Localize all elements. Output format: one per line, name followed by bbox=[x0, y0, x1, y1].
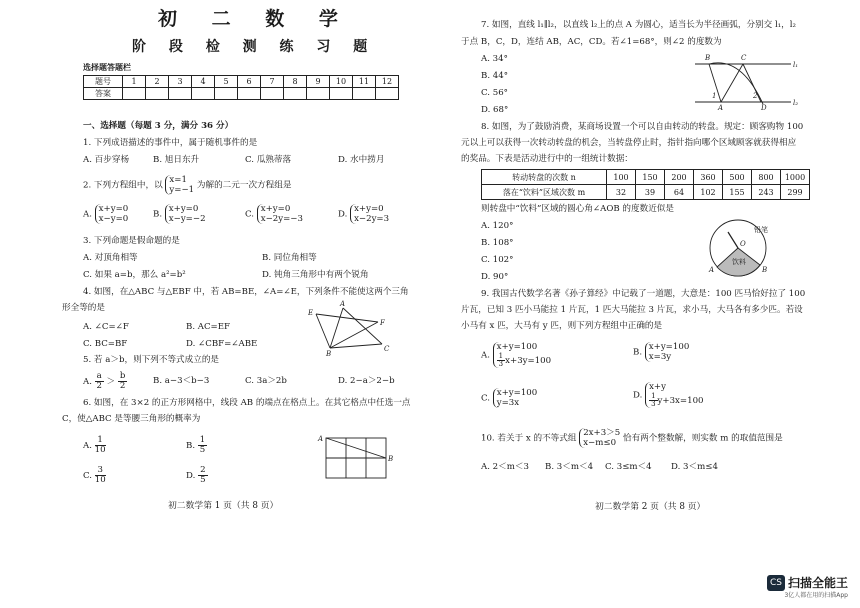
q7-option-b: B. 44° bbox=[481, 71, 509, 81]
answer-table-number: 8 bbox=[284, 76, 307, 88]
q8-stem-cont: 元以上可以获得一次转动转盘的机会，当转盘停止时，指针指向哪个区域顾客就获得相应 bbox=[461, 138, 797, 148]
q6c-num: 3 bbox=[95, 466, 106, 476]
q2a-eq: x−y=0 bbox=[98, 214, 129, 224]
q8-option-a: A. 120° bbox=[481, 221, 514, 231]
q1-option-a: A. 百步穿杨 bbox=[83, 155, 130, 165]
fig-label-b: B bbox=[326, 350, 332, 358]
q1-stem: 1. 下列成语描述的事件中，属于随机事件的是 bbox=[83, 138, 258, 148]
answer-table-caption: 选择题答题栏 bbox=[83, 62, 131, 72]
fig-label-d: D bbox=[761, 104, 767, 112]
fig-label-angle1: 1 bbox=[712, 92, 717, 100]
q9-option-c: C. x+y=100 y=3x bbox=[481, 388, 538, 408]
q3-option-c: C. 如果 a=b，那么 a²=b² bbox=[83, 270, 186, 280]
q3-stem: 3. 下列命题是假命题的是 bbox=[83, 236, 180, 246]
fig-label-b: B bbox=[388, 455, 394, 463]
q6a-den: 10 bbox=[94, 445, 106, 455]
fig-label-drink: 饮料 bbox=[732, 258, 746, 266]
q8-row-label: 落在“饮料”区域次数 m bbox=[482, 185, 607, 200]
q8-cell: 155 bbox=[723, 185, 752, 200]
q8-stem-cont: 则转盘中“饮料”区域的圆心角∠AOB 的度数近似是 bbox=[481, 204, 674, 214]
fig-label-f: F bbox=[380, 319, 385, 327]
q9c-eq: x+y=100 bbox=[496, 388, 538, 398]
q4-stem-cont: 形全等的是 bbox=[62, 303, 105, 313]
q2-option-a: A. x+y=0 x−y=0 bbox=[83, 204, 129, 224]
q6b-den: 5 bbox=[199, 445, 206, 455]
q6a-num: 1 bbox=[95, 436, 106, 446]
answer-cell[interactable] bbox=[238, 88, 261, 100]
q4-option-d: D. ∠CBF=∠ABE bbox=[186, 339, 258, 349]
q6-grid-figure bbox=[316, 432, 396, 480]
q5-option-d: D. 2−a＞2−b bbox=[338, 376, 395, 386]
q10-ineq: x−m≤0 bbox=[583, 438, 617, 448]
fig-label-b: B bbox=[705, 54, 711, 62]
q2-stem-start: 2. 下列方程组中，以 bbox=[83, 180, 163, 191]
q8-cell: 1000 bbox=[781, 170, 810, 185]
q2-cond: y=−1 bbox=[169, 185, 195, 195]
q10-option-c: C. 3≤m＜4 bbox=[605, 462, 652, 472]
q9b-eq: x+y=100 bbox=[648, 342, 690, 352]
answer-cell[interactable] bbox=[330, 88, 353, 100]
section-heading: 一、选择题（每题 3 分，满分 36 分） bbox=[83, 121, 234, 131]
q9a-eq: x+y=100 bbox=[496, 342, 538, 352]
q2-cond: x=1 bbox=[169, 175, 187, 185]
q8-row-label: 转动转盘的次数 n bbox=[482, 170, 607, 185]
q9-stem-cont: 片瓦，已知 3 匹小马能拉 1 片瓦，1 匹大马能拉 3 片瓦，求小马，大马各有多少匹。若设 bbox=[461, 305, 803, 315]
q2d-eq: x−2y=3 bbox=[354, 214, 390, 224]
q9d-frac-num: 1 bbox=[651, 392, 656, 400]
q6-option-d: D. $\frac{2}{5}$ bbox=[186, 465, 206, 485]
q2-solution bbox=[165, 175, 194, 195]
q5-option-c: C. 3a＞2b bbox=[245, 376, 287, 386]
q5a-num: a bbox=[96, 371, 102, 381]
q10-stem bbox=[481, 428, 783, 448]
q9-stem-cont: 小马有 x 匹，大马有 y 匹，则下列方程组中正确的是 bbox=[461, 321, 663, 331]
fig-label-a: A bbox=[340, 300, 346, 308]
q2b-eq: x−y=−2 bbox=[168, 214, 206, 224]
cs-logo-icon: CS bbox=[767, 575, 785, 591]
answer-table-number: 9 bbox=[307, 76, 330, 88]
answer-table-number: 6 bbox=[238, 76, 261, 88]
q6-option-c: C. $\frac{3}{10}$ bbox=[83, 465, 106, 485]
answer-table-number: 11 bbox=[353, 76, 376, 88]
q2b-eq: x+y=0 bbox=[168, 204, 199, 214]
q8-cell: 800 bbox=[752, 170, 781, 185]
page-title: 初 二 数 学 bbox=[158, 8, 352, 30]
q5-option-b: B. a−3＜b−3 bbox=[153, 376, 210, 386]
q2c-eq: x+y=0 bbox=[260, 204, 291, 214]
answer-table-number: 5 bbox=[215, 76, 238, 88]
q4-stem: 4. 如图，在△ABC 与△EBF 中，若 AB=BE，∠A=∠E，下列条件不能使这两个三角 bbox=[83, 287, 409, 297]
q9d-frac-den: 3 bbox=[651, 400, 656, 408]
page-subtitle: 阶 段 检 测 练 习 题 bbox=[132, 39, 377, 55]
answer-cell[interactable] bbox=[215, 88, 238, 100]
q8-cell: 360 bbox=[694, 170, 723, 185]
q10-option-b: B. 3＜m＜4 bbox=[545, 462, 594, 472]
answer-table-number: 3 bbox=[169, 76, 192, 88]
fig-label-o: O bbox=[740, 240, 746, 248]
q5a-den: 2 bbox=[96, 381, 102, 391]
q1-option-b: B. 旭日东升 bbox=[153, 155, 200, 165]
answer-table-number: 12 bbox=[376, 76, 399, 88]
q8-option-c: C. 102° bbox=[481, 255, 514, 265]
q8-stem: 8. 如图，为了鼓励消费，某商场设置一个可以自由转动的转盘。规定：顾客购物 100 bbox=[481, 122, 804, 132]
q8-option-d: D. 90° bbox=[481, 272, 509, 282]
q9a-frac-num: 1 bbox=[498, 352, 504, 360]
q2-stem-end: 为解的二元一次方程组是 bbox=[196, 180, 292, 191]
answer-table-number: 7 bbox=[261, 76, 284, 88]
q2c-eq: x−2y=−3 bbox=[260, 214, 303, 224]
q1-option-d: D. 水中捞月 bbox=[338, 155, 385, 165]
q9-option-b: B. x+y=100 x=3y bbox=[633, 342, 690, 362]
q8-cell: 32 bbox=[607, 185, 636, 200]
q8-option-b: B. 108° bbox=[481, 238, 514, 248]
q7-option-d: D. 68° bbox=[481, 105, 509, 115]
q6d-num: 2 bbox=[200, 465, 206, 475]
fig-label-l2: l₂ bbox=[793, 99, 799, 107]
fig-label-angle2: 2 bbox=[753, 92, 758, 100]
fig-label-pencil: 铅笔 bbox=[754, 226, 768, 234]
q7-option-a: A. 34° bbox=[481, 54, 508, 64]
q6b-num: 1 bbox=[199, 435, 206, 445]
q6-stem: 6. 如图，在 3×2 的正方形网格中，线段 AB 的端点在格点上。在其它格点中任选一点 bbox=[83, 398, 411, 408]
answer-cell[interactable] bbox=[169, 88, 192, 100]
answer-cell[interactable] bbox=[284, 88, 307, 100]
q7-stem: 7. 如图，直线 l₁∥l₂，以直线 l₂上的点 A 为圆心，适当长为半径画弧，分别交 l₁，l₂ bbox=[481, 20, 796, 30]
answer-cell[interactable] bbox=[192, 88, 215, 100]
answer-cell[interactable] bbox=[261, 88, 284, 100]
q9-option-a: A. x+y=100 $\frac{1}{3}$ x+3y=100 bbox=[481, 342, 552, 368]
q9a-eq: x+3y=100 bbox=[505, 356, 552, 366]
answer-table-number: 1 bbox=[123, 76, 146, 88]
brand-tagline: 3亿人都在用的扫描App bbox=[784, 592, 848, 599]
q6d-den: 5 bbox=[200, 475, 206, 485]
answer-table-number: 10 bbox=[330, 76, 353, 88]
q3-option-d: D. 钝角三角形中有两个锐角 bbox=[262, 270, 369, 280]
q10-option-d: D. 3＜m≤4 bbox=[671, 462, 718, 472]
q6c-den: 10 bbox=[94, 475, 106, 485]
q2-option-d: D. x+y=0 x−2y=3 bbox=[338, 204, 390, 224]
q10-stem-start: 10. 若关于 x 的不等式组 bbox=[481, 433, 577, 444]
answer-cell[interactable] bbox=[307, 88, 330, 100]
q8-cell: 299 bbox=[781, 185, 810, 200]
answer-table-number: 4 bbox=[192, 76, 215, 88]
brand-name: 扫描全能王 bbox=[787, 576, 848, 590]
answer-table-answer-label: 答案 bbox=[84, 88, 123, 100]
right-page bbox=[455, 0, 860, 608]
q2a-eq: x+y=0 bbox=[98, 204, 129, 214]
q7-figure bbox=[691, 50, 806, 112]
q9c-eq: y=3x bbox=[496, 398, 520, 408]
q9-stem: 9. 我国古代数学名著《孙子算经》中记载了一道题，大意是：100 匹马恰好拉了 100 bbox=[481, 289, 806, 299]
fig-label-a: A bbox=[318, 435, 324, 443]
fig-label-l1: l₁ bbox=[793, 61, 799, 69]
answer-table-header: 题号 bbox=[84, 76, 123, 88]
q5-option-a: A. $\frac{a}{2}$ ＞ $\frac{b}{2}$ bbox=[83, 371, 126, 391]
q10-ineq: 2x+3＞5 bbox=[583, 428, 621, 438]
q7-option-c: C. 56° bbox=[481, 88, 508, 98]
q4-figure bbox=[308, 298, 398, 360]
q8-cell: 64 bbox=[665, 185, 694, 200]
q5a-den: 2 bbox=[119, 381, 126, 391]
q8-spinner-figure bbox=[700, 214, 790, 280]
page-footer: 初二数学第 2 页（共 8 页） bbox=[595, 502, 706, 512]
q5a-num: b bbox=[119, 371, 126, 381]
q6-option-a: A. $\frac{1}{10}$ bbox=[83, 435, 106, 455]
answer-cell[interactable] bbox=[376, 88, 399, 100]
answer-table-number: 2 bbox=[146, 76, 169, 88]
q10-system bbox=[579, 428, 620, 448]
fig-label-e: E bbox=[308, 309, 314, 317]
q9d-eq: x+y bbox=[649, 382, 666, 392]
q5-stem: 5. 若 a＞b，则下列不等式成立的是 bbox=[83, 355, 220, 365]
answer-cell[interactable] bbox=[146, 88, 169, 100]
q8-cell: 243 bbox=[752, 185, 781, 200]
page-footer: 初二数学第 1 页（共 8 页） bbox=[168, 501, 279, 511]
q8-cell: 500 bbox=[723, 170, 752, 185]
q9b-eq: x=3y bbox=[648, 352, 672, 362]
q10-option-a: A. 2＜m＜3 bbox=[481, 462, 529, 472]
q2-stem bbox=[83, 175, 291, 195]
q3-option-a: A. 对顶角相等 bbox=[83, 253, 138, 263]
q8-cell: 150 bbox=[636, 170, 665, 185]
q9-option-d: D. x+y $\frac{1}{3}$ y+3x=100 bbox=[633, 382, 704, 408]
fig-label-a: A bbox=[718, 104, 724, 112]
q4-option-c: C. BC=BF bbox=[83, 339, 128, 349]
q2-option-b: B. x+y=0 x−y=−2 bbox=[153, 204, 206, 224]
q7-stem-cont: 于点 B，C，D，连结 AB，AC，CD。若∠1=68°，则∠2 的度数为 bbox=[461, 37, 722, 47]
q8-stat-table bbox=[481, 169, 810, 200]
q2-option-c: C. x+y=0 x−2y=−3 bbox=[245, 204, 303, 224]
q8-cell: 102 bbox=[694, 185, 723, 200]
q2d-eq: x+y=0 bbox=[354, 204, 384, 214]
q4-option-a: A. ∠C=∠F bbox=[83, 322, 129, 332]
scanner-watermark bbox=[767, 572, 848, 599]
q9d-eq: y+3x=100 bbox=[657, 396, 704, 406]
q3-option-b: B. 同位角相等 bbox=[262, 253, 317, 263]
q9a-frac-den: 3 bbox=[498, 360, 504, 368]
fig-label-a: A bbox=[709, 266, 715, 274]
answer-table bbox=[83, 75, 399, 100]
q8-stem-cont: 的奖品。下表是活动进行中的一组统计数据： bbox=[461, 154, 633, 164]
q6-option-b: B. $\frac{1}{5}$ bbox=[186, 435, 206, 455]
fig-label-c: C bbox=[741, 54, 747, 62]
answer-cell[interactable] bbox=[123, 88, 146, 100]
answer-cell[interactable] bbox=[353, 88, 376, 100]
q6-stem-cont: C，使△ABC 是等腰三角形的概率为 bbox=[62, 414, 201, 424]
q8-cell: 100 bbox=[607, 170, 636, 185]
q4-option-b: B. AC=EF bbox=[186, 322, 230, 332]
q8-cell: 200 bbox=[665, 170, 694, 185]
q1-option-c: C. 瓜熟蒂落 bbox=[245, 155, 292, 165]
fig-label-b: B bbox=[762, 266, 768, 274]
q8-cell: 39 bbox=[636, 185, 665, 200]
fig-label-c: C bbox=[384, 345, 390, 353]
left-page bbox=[40, 0, 450, 608]
q10-stem-end: 恰有两个整数解，则实数 m 的取值范围是 bbox=[622, 433, 783, 444]
